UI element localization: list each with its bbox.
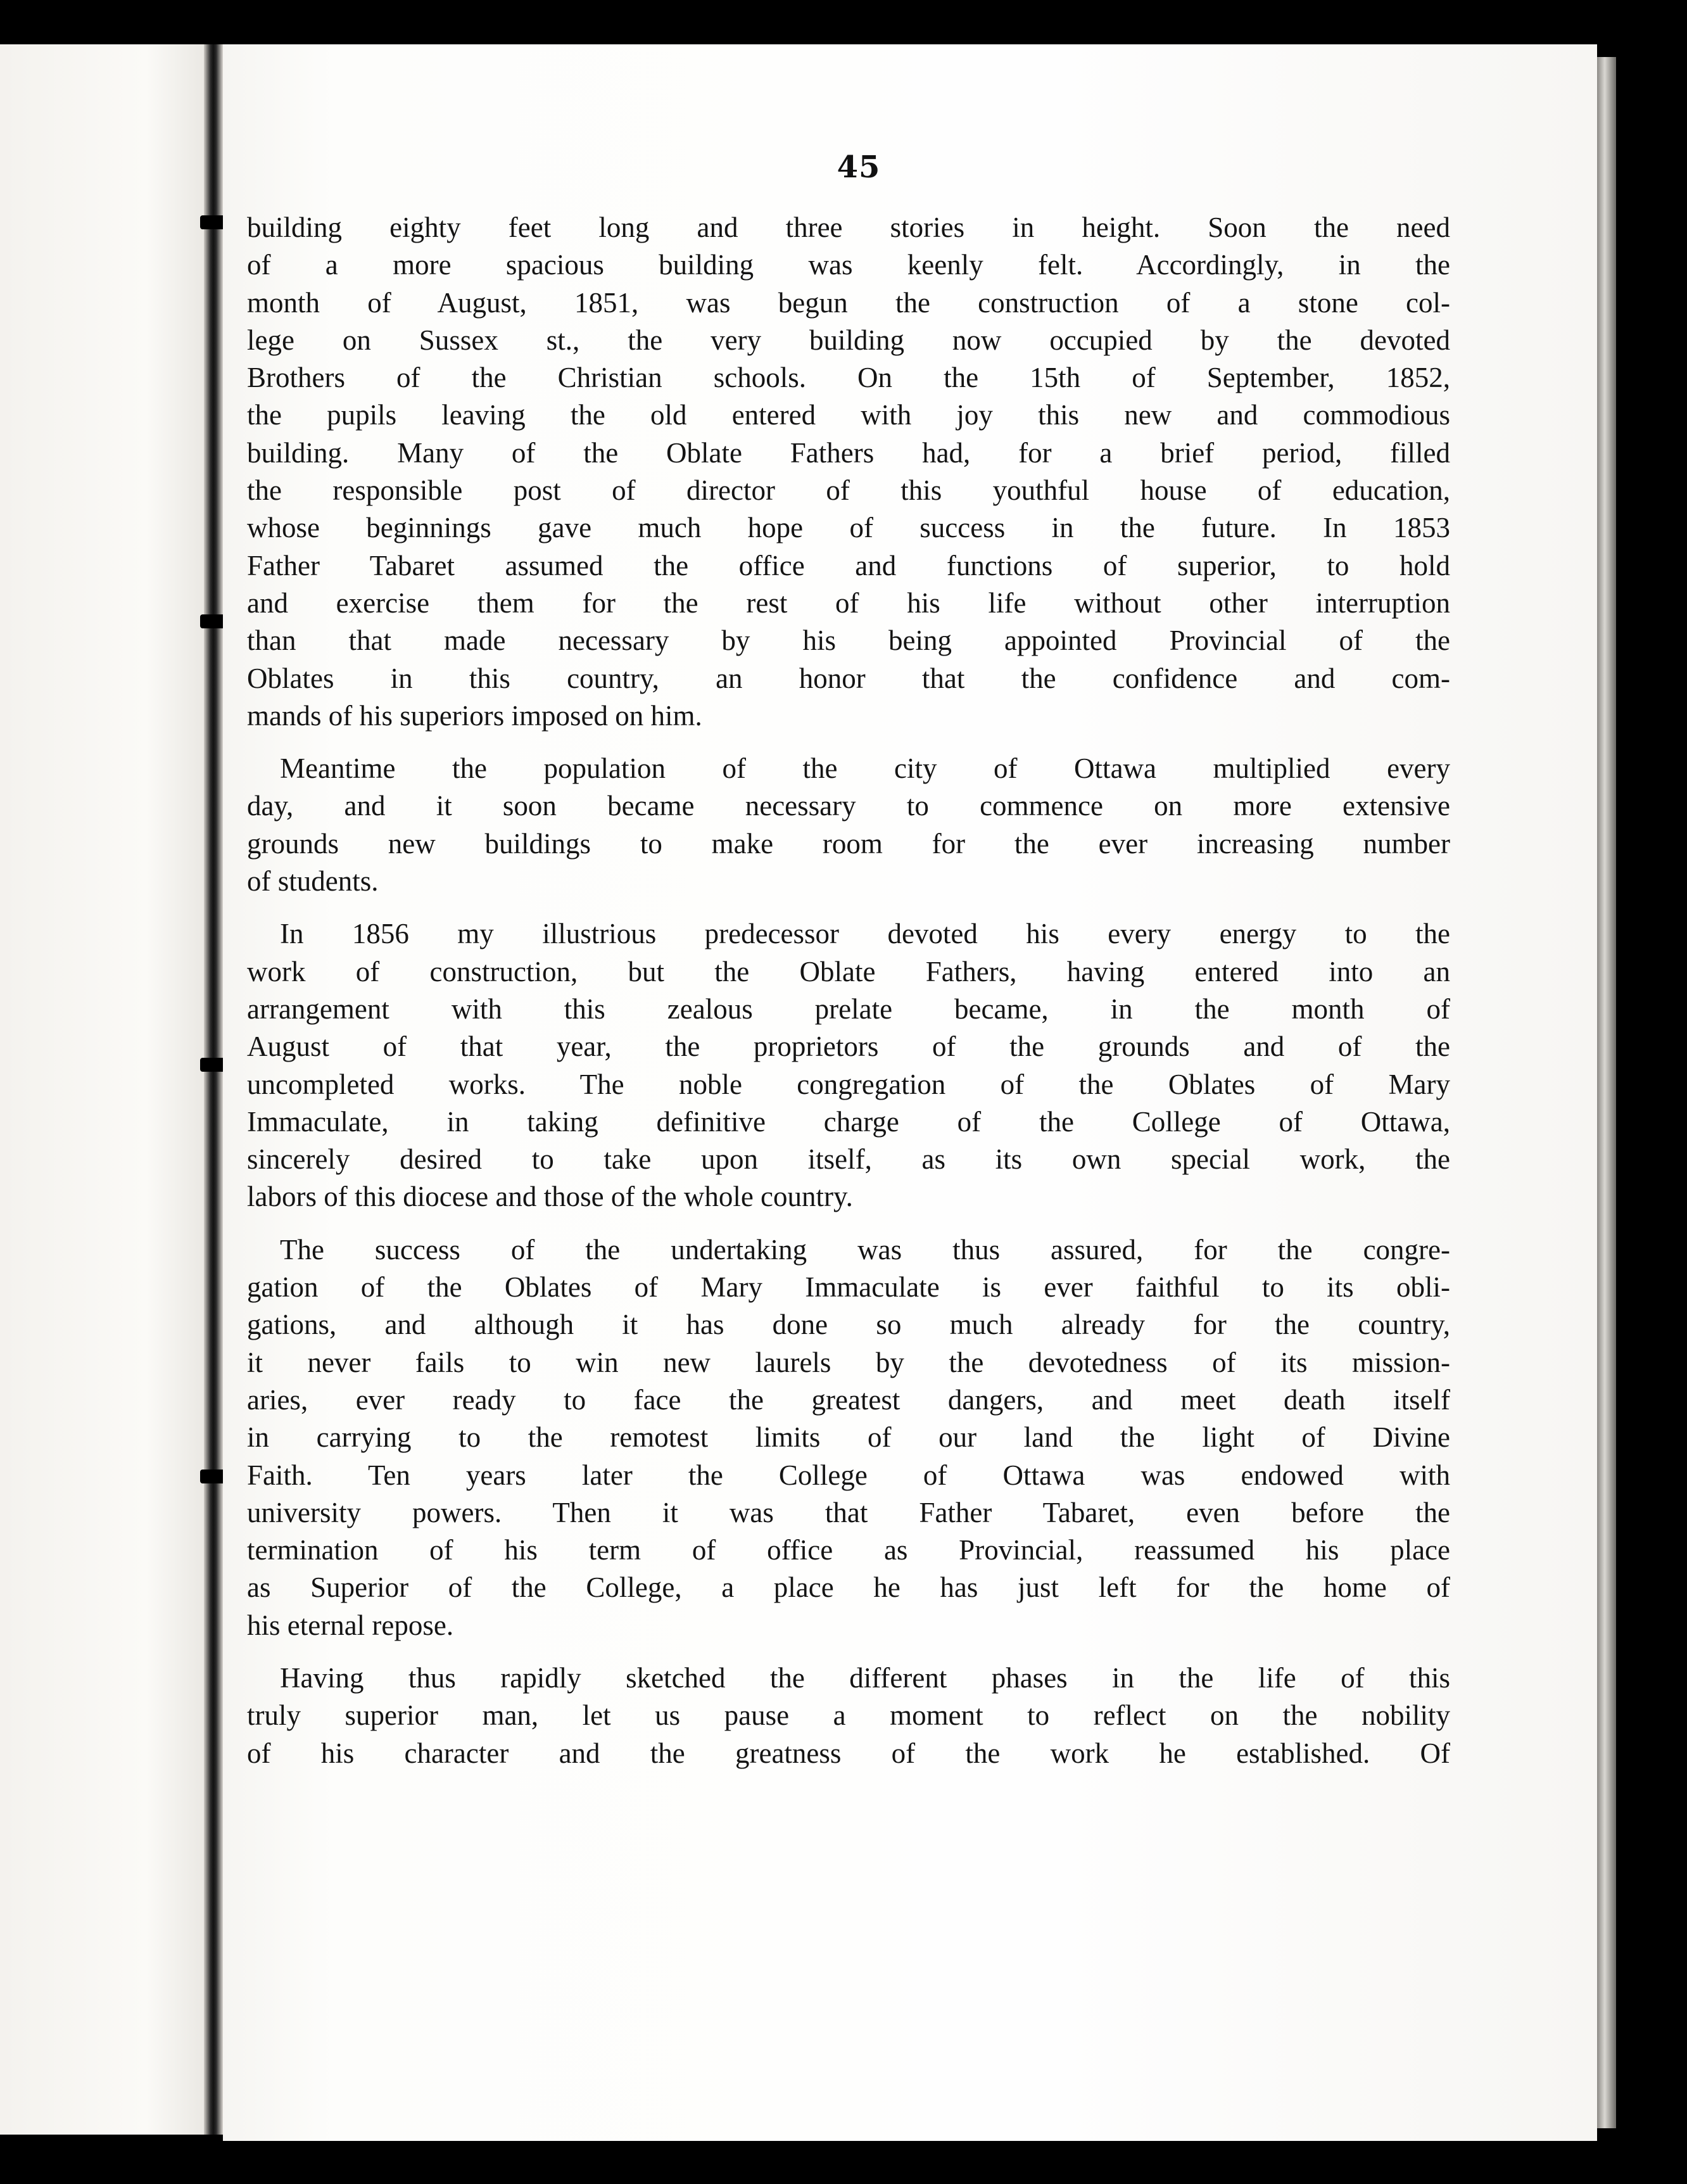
text-line: gations, and although it has done so much already for the country, [247, 1309, 1450, 1341]
text-line: of his character and the greatness of the work he established. Of [247, 1737, 1450, 1769]
text-line: than that made necessary by his being appointed Provincial of the [247, 625, 1450, 657]
text-line: Father Tabaret assumed the office and functions of superior, to hold [247, 549, 1450, 581]
text-line: Meantime the population of the city of Ottawa multiplied every [280, 752, 1450, 785]
binding-stitch [200, 1058, 225, 1072]
text-line: lege on Sussex st., the very building now occupied by the devoted [247, 324, 1450, 356]
book-binding [204, 44, 223, 2135]
text-line: uncompleted works. The noble congregation of the Oblates of Mary [247, 1068, 1450, 1100]
text-line: month of August, 1851, was begun the construction of a stone col- [247, 286, 1450, 319]
text-line: as Superior of the College, a place he has just left for the home of [247, 1571, 1450, 1604]
text-line: gation of the Oblates of Mary Immaculate is ever faithful to its obli- [247, 1271, 1450, 1304]
text-line: it never fails to win new laurels by the devotedness of its mission- [247, 1346, 1450, 1378]
binding-stitch [200, 215, 225, 229]
text-line: and exercise them for the rest of his life without other interruption [247, 587, 1450, 619]
text-line: termination of his term of office as Provincial, reassumed his place [247, 1534, 1450, 1566]
text-line: sincerely desired to take upon itself, as its own special work, the [247, 1143, 1450, 1176]
text-line: the pupils leaving the old entered with joy this new and commodious [247, 399, 1450, 431]
text-line: in carrying to the remotest limits of our land the light of Divine [247, 1421, 1450, 1454]
text-line: aries, ever ready to face the greatest dangers, and meet death itself [247, 1383, 1450, 1416]
body-text [247, 209, 1450, 1787]
text-line: Oblates in this country, an honor that the confidence and com- [247, 662, 1450, 694]
binding-stitch [200, 1470, 225, 1483]
paragraph [247, 1660, 1450, 1772]
paragraph [247, 750, 1450, 900]
text-line: Having thus rapidly sketched the different phases in the life of this [280, 1661, 1450, 1694]
text-line: building. Many of the Oblate Fathers had, for a brief period, filled [247, 436, 1450, 469]
text-line: of students. [247, 865, 379, 898]
page-stack-edge [1597, 57, 1616, 2128]
text-line: the responsible post of director of this youthful house of education, [247, 474, 1450, 507]
text-line: arrangement with this zealous prelate became, in the month of [247, 993, 1450, 1025]
text-line: his eternal repose. [247, 1609, 454, 1641]
binding-stitch [200, 614, 225, 628]
text-line: whose beginnings gave much hope of success in the future. In 1853 [247, 512, 1450, 544]
text-line: day, and it soon became necessary to commence on more extensive [247, 790, 1450, 822]
paragraph [247, 915, 1450, 1216]
text-line: mands of his superiors imposed on him. [247, 699, 702, 732]
text-line: grounds new buildings to make room for the ever increasing number [247, 827, 1450, 860]
text-line: truly superior man, let us pause a moment to reflect on the nobility [247, 1699, 1450, 1732]
text-line: university powers. Then it was that Father Tabaret, even before the [247, 1496, 1450, 1528]
text-line: work of construction, but the Oblate Fathers, having entered into an [247, 955, 1450, 987]
text-line: August of that year, the proprietors of the grounds and of the [247, 1031, 1450, 1063]
paragraph [247, 209, 1450, 735]
text-line: Immaculate, in taking definitive charge of the College of Ottawa, [247, 1105, 1450, 1138]
paragraph [247, 1231, 1450, 1644]
text-line: building eighty feet long and three stories in height. Soon the need [247, 212, 1450, 243]
text-line: Faith. Ten years later the College of Ottawa was endowed with [247, 1459, 1450, 1491]
text-line: of a more spacious building was keenly felt. Accordingly, in the [247, 249, 1450, 281]
text-line: Brothers of the Christian schools. On the 15th of September, 1852, [247, 362, 1450, 394]
text-line: labors of this diocese and those of the whole country. [247, 1181, 853, 1213]
text-line: The success of the undertaking was thus assured, for the congre- [280, 1233, 1450, 1266]
page-number: 45 [837, 149, 881, 185]
text-line: In 1856 my illustrious predecessor devoted his every energy to the [280, 918, 1450, 950]
facing-page-edge [0, 44, 209, 2135]
